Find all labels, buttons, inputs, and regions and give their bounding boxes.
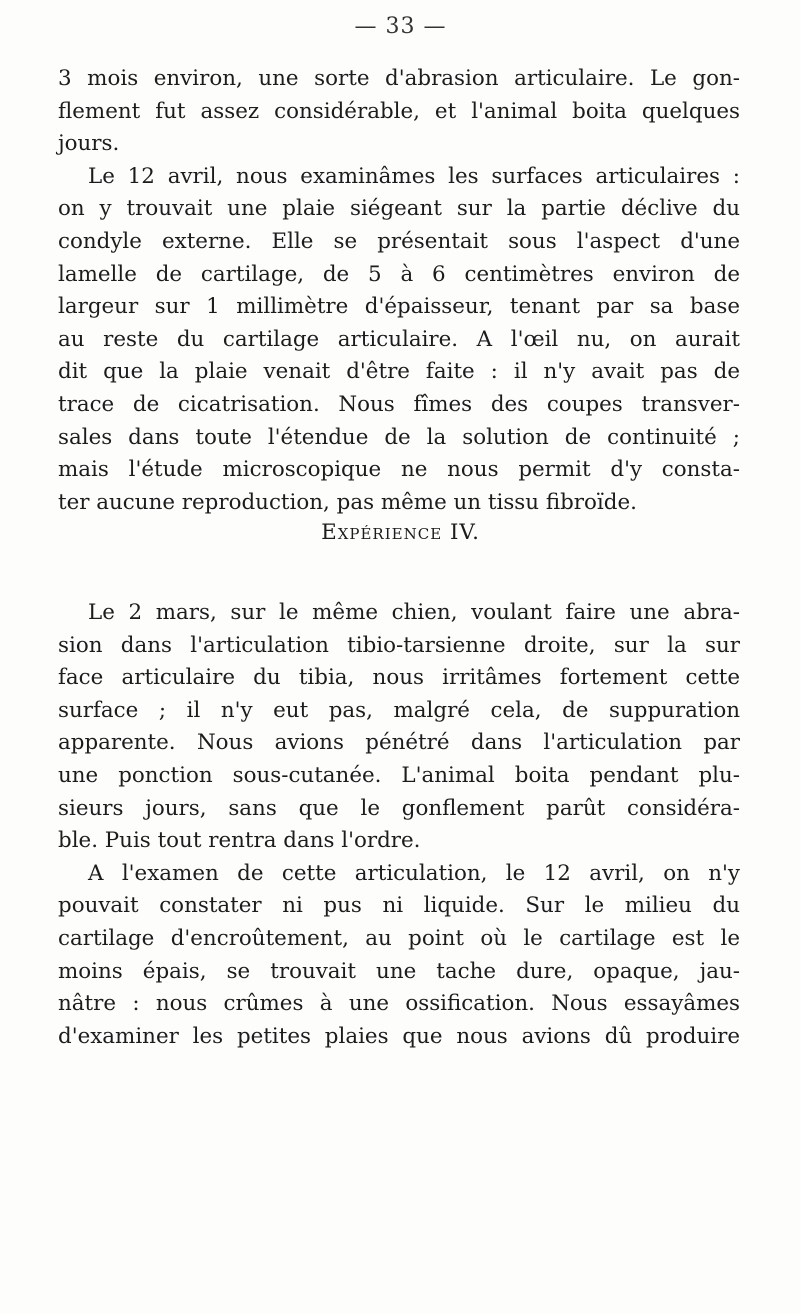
text-line: d'examiner les petites plaies que nous avions dû produire bbox=[58, 1023, 740, 1049]
text-line: moins épais, se trouvait une tache dure, opaque, jau- bbox=[58, 958, 740, 984]
text-line: ble. Puis tout rentra dans l'ordre. bbox=[58, 828, 421, 854]
text-line: sieurs jours, sans que le gonflement parût considéra- bbox=[58, 795, 740, 821]
text-block-bottom bbox=[58, 597, 740, 1053]
text-line: pouvait constater ni pus ni liquide. Sur le milieu du bbox=[58, 893, 740, 919]
text-line: mais l'étude microscopique ne nous permit d'y consta- bbox=[58, 457, 740, 483]
page-number-header: — 33 — bbox=[354, 14, 447, 39]
text-line: cartilage d'encroûtement, au point où le cartilage est le bbox=[58, 925, 740, 951]
text-line: sales dans toute l'étendue de la solution de continuité ; bbox=[58, 424, 740, 450]
text-line: sion dans l'articulation tibio-tarsienne droite, sur la sur bbox=[58, 632, 740, 658]
text-line: face articulaire du tibia, nous irritâmes fortement cette bbox=[58, 665, 740, 691]
text-line: lamelle de cartilage, de 5 à 6 centimètres environ de bbox=[58, 261, 740, 287]
section-heading: Expérience IV. bbox=[321, 520, 480, 545]
text-line: Le 12 avril, nous examinâmes les surfaces articulaires : bbox=[88, 163, 740, 189]
text-line: dit que la plaie venait d'être faite : il n'y avait pas de bbox=[58, 359, 740, 385]
text-block-top bbox=[58, 63, 740, 519]
text-line: nâtre : nous crûmes à une ossification. Nous essayâmes bbox=[58, 991, 740, 1017]
text-line: on y trouvait une plaie siégeant sur la partie déclive du bbox=[58, 196, 740, 222]
paragraph-1 bbox=[58, 63, 740, 161]
text-line: surface ; il n'y eut pas, malgré cela, de suppuration bbox=[58, 697, 740, 723]
text-line: 3 mois environ, une sorte d'abrasion articulaire. Le gon- bbox=[58, 66, 740, 91]
paragraph-2 bbox=[58, 161, 740, 520]
text-line: jours. bbox=[58, 131, 120, 157]
text-line: trace de cicatrisation. Nous fîmes des coupes transver- bbox=[58, 391, 740, 417]
text-line: une ponction sous-cutanée. L'animal boita pendant plu- bbox=[58, 762, 740, 788]
text-line: Le 2 mars, sur le même chien, voulant faire une abra- bbox=[88, 600, 740, 625]
paragraph-3 bbox=[58, 597, 740, 858]
text-line: A l'examen de cette articulation, le 12 avril, on n'y bbox=[88, 860, 740, 886]
text-line: condyle externe. Elle se présentait sous l'aspect d'une bbox=[58, 228, 740, 254]
text-line: ter aucune reproduction, pas même un tissu fibroïde. bbox=[58, 489, 637, 515]
text-line: au reste du cartilage articulaire. A l'œil nu, on aurait bbox=[58, 326, 740, 352]
text-line: largeur sur 1 millimètre d'épaisseur, tenant par sa base bbox=[58, 294, 740, 320]
paragraph-4 bbox=[58, 858, 740, 1054]
text-line: apparente. Nous avions pénétré dans l'articulation par bbox=[58, 730, 740, 756]
text-line: flement fut assez considérable, et l'animal boita quelques bbox=[58, 98, 740, 124]
